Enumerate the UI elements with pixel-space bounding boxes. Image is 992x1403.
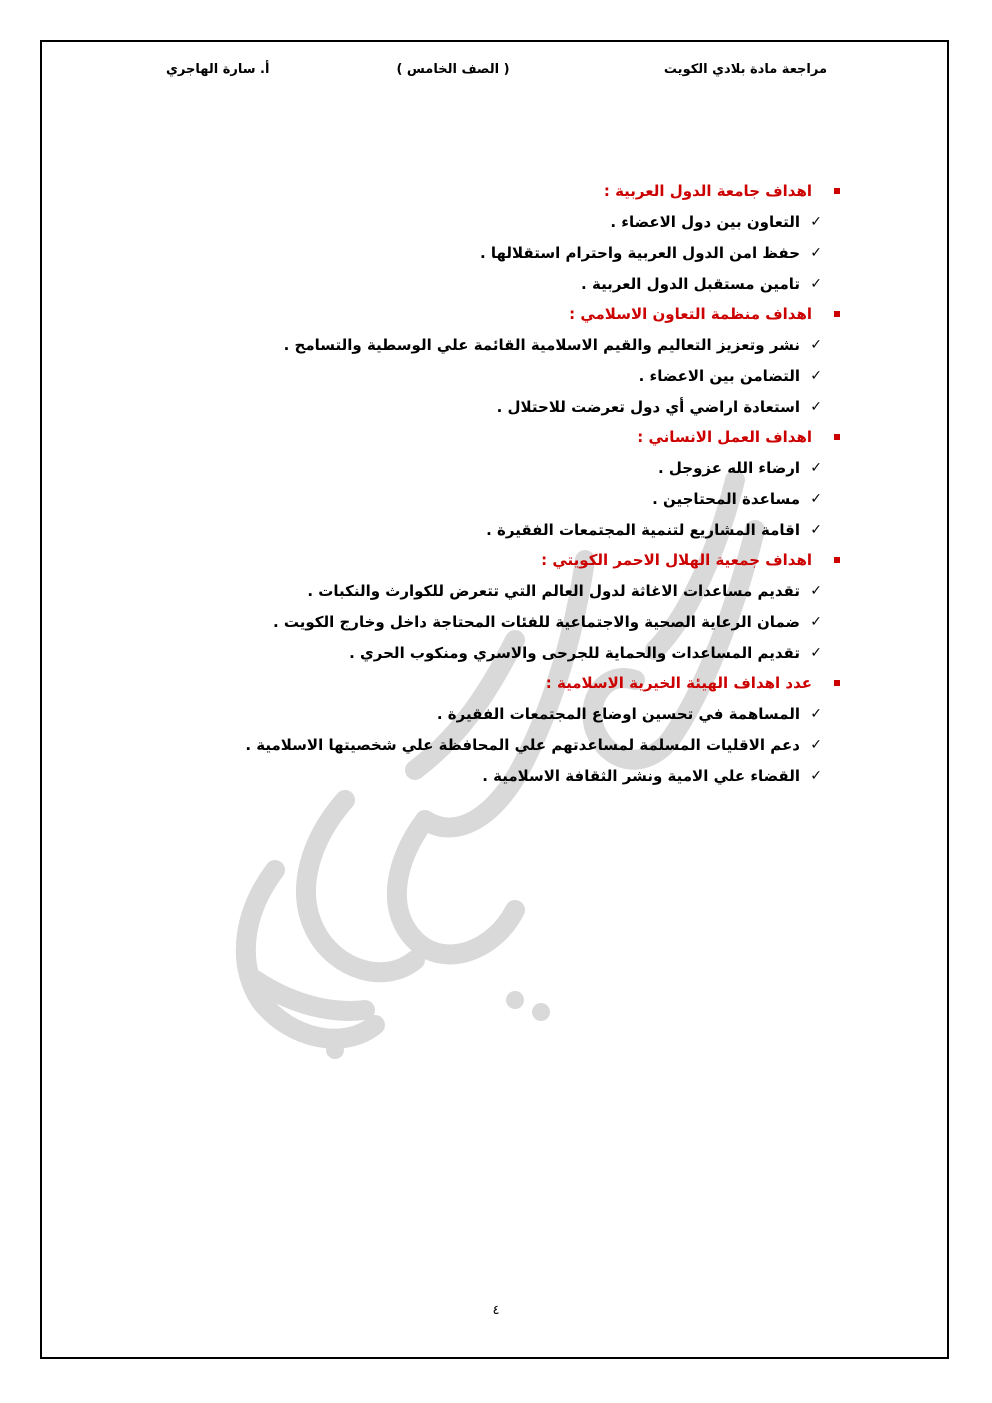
list-item-text: التضامن بين الاعضاء . [638, 366, 800, 385]
checkmark-icon: ✓ [810, 244, 822, 261]
section-heading-text: اهداف العمل الانساني : [637, 428, 812, 446]
checkmark-icon: ✓ [810, 767, 822, 784]
list-item [192, 698, 842, 729]
list-item [192, 637, 842, 668]
section-humanitarian-work [192, 422, 842, 545]
square-bullet-icon [834, 188, 840, 194]
section-heading [192, 176, 842, 206]
list-item [192, 514, 842, 545]
square-bullet-icon [834, 434, 840, 440]
section-heading [192, 299, 842, 329]
content-list [192, 176, 842, 791]
checkmark-icon: ✓ [810, 490, 822, 507]
list-item-text: المساهمة في تحسين اوضاع المجتمعات الفقيرة . [436, 704, 800, 723]
checkmark-icon: ✓ [810, 582, 822, 599]
list-item-text: نشر وتعزيز التعاليم والقيم الاسلامية القائمة علي الوسطية والتسامح . [283, 335, 800, 354]
list-item [192, 606, 842, 637]
header-grade: ( الصف الخامس ) [396, 62, 510, 77]
list-item [192, 268, 842, 299]
list-item [192, 729, 842, 760]
list-item [192, 360, 842, 391]
list-item [192, 391, 842, 422]
list-item [192, 483, 842, 514]
header-subject: مراجعة مادة بلادي الكويت [663, 62, 827, 77]
list-item-text: تامين مستقبل الدول العربية . [581, 274, 800, 293]
list-item-text: القضاء علي الامية ونشر الثقافة الاسلامية . [482, 766, 800, 785]
checkmark-icon: ✓ [810, 521, 822, 538]
list-item [192, 452, 842, 483]
square-bullet-icon [834, 680, 840, 686]
list-item-text: اقامة المشاريع لتنمية المجتمعات الفقيرة . [486, 520, 800, 539]
section-oic [192, 299, 842, 422]
section-islamic-charity [192, 668, 842, 791]
section-red-crescent [192, 545, 842, 668]
checkmark-icon: ✓ [810, 367, 822, 384]
list-item-text: تقديم مساعدات الاغاثة لدول العالم التي تتعرض للكوارث والنكبات . [307, 581, 800, 600]
checkmark-icon: ✓ [810, 336, 822, 353]
list-item-text: حفظ امن الدول العربية واحترام استقلالها . [479, 243, 800, 262]
list-item [192, 760, 842, 791]
list-item-text: دعم الاقليات المسلمة لمساعدتهم علي المحافظة علي شخصيتها الاسلامية . [245, 735, 800, 754]
square-bullet-icon [834, 311, 840, 317]
list-item [192, 329, 842, 360]
list-item-text: ارضاء الله عزوجل . [657, 458, 800, 477]
section-heading-text: عدد اهداف الهيئة الخيرية الاسلامية : [545, 674, 812, 692]
list-item-text: التعاون بين دول الاعضاء . [610, 212, 800, 231]
checkmark-icon: ✓ [810, 736, 822, 753]
list-item [192, 237, 842, 268]
list-item-text: ضمان الرعاية الصحية والاجتماعية للفئات المحتاجة داخل وخارج الكويت . [272, 612, 800, 631]
section-heading-text: اهداف جامعة الدول العربية : [603, 182, 812, 200]
page-number: ٤ [492, 1303, 500, 1318]
section-heading-text: اهداف جمعية الهلال الاحمر الكويتي : [541, 551, 812, 569]
section-arab-league [192, 176, 842, 299]
header-teacher: أ. سارة الهاجري [166, 62, 270, 77]
checkmark-icon: ✓ [810, 275, 822, 292]
checkmark-icon: ✓ [810, 213, 822, 230]
checkmark-icon: ✓ [810, 613, 822, 630]
checkmark-icon: ✓ [810, 398, 822, 415]
list-item [192, 206, 842, 237]
section-heading [192, 668, 842, 698]
checkmark-icon: ✓ [810, 705, 822, 722]
list-item-text: تقديم المساعدات والحماية للجرحى والاسري ومنكوب الحري . [349, 643, 800, 662]
checkmark-icon: ✓ [810, 644, 822, 661]
checkmark-icon: ✓ [810, 459, 822, 476]
section-heading [192, 422, 842, 452]
list-item [192, 575, 842, 606]
section-heading-text: اهداف منظمة التعاون الاسلامي : [569, 305, 812, 323]
square-bullet-icon [834, 557, 840, 563]
list-item-text: استعادة اراضي أي دول تعرضت للاحتلال . [496, 397, 800, 416]
list-item-text: مساعدة المحتاجين . [652, 489, 800, 508]
section-heading [192, 545, 842, 575]
